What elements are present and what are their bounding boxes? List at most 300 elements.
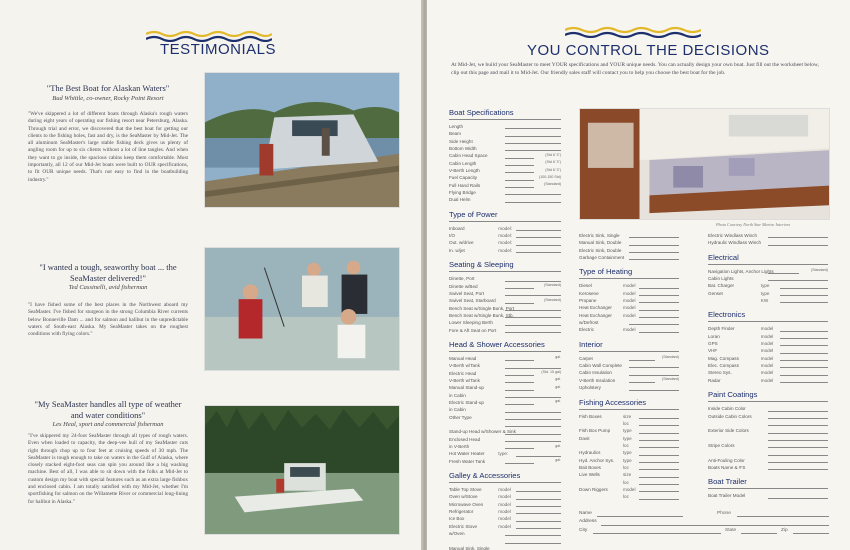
- photo-boat-at-dock: [204, 72, 400, 208]
- fill-line[interactable]: [639, 499, 679, 500]
- fill-line[interactable]: [505, 136, 561, 137]
- worksheet-field[interactable]: [579, 449, 679, 456]
- fill-line[interactable]: [516, 456, 561, 457]
- worksheet-section: [449, 260, 561, 334]
- worksheet-field[interactable]: [449, 283, 561, 290]
- worksheet-field[interactable]: [449, 327, 561, 334]
- fill-line[interactable]: [505, 368, 561, 369]
- field-sublabel: model: [623, 305, 636, 311]
- fill-line[interactable]: [516, 521, 561, 522]
- fill-line[interactable]: [505, 419, 561, 420]
- field-label: Loran: [708, 333, 720, 339]
- worksheet-field[interactable]: [579, 464, 679, 471]
- field-note: gal.: [555, 355, 561, 360]
- fill-line[interactable]: [505, 404, 534, 405]
- fill-line[interactable]: [780, 375, 828, 376]
- field-label: Depth Finder: [708, 326, 735, 332]
- fill-line[interactable]: [505, 194, 561, 195]
- field-label: Ice Box: [449, 516, 465, 522]
- section-heading: Interior: [579, 339, 603, 349]
- worksheet-field[interactable]: [449, 545, 561, 550]
- fill-line[interactable]: [768, 469, 828, 470]
- worksheet-field[interactable]: [708, 275, 828, 282]
- field-label: Flying Bridge: [449, 190, 476, 196]
- testimonial-body: "I have fished some of the best places in the Northwest aboard my SeaMaster. I've fished for sturgeon in the strong Columbia River currents below Bonneville Dam ... and for salmon and halibut in the unpredictable waters of South-east Alaska. My SeaMaster takes on the roughest conditions with flying colors.": [28, 302, 188, 338]
- field-label: [449, 538, 450, 543]
- worksheet-field[interactable]: [579, 369, 679, 376]
- field-label: Stripe Colors: [708, 442, 735, 448]
- field-label: Bench Seat w/Single Bunk, Port: [449, 305, 515, 311]
- worksheet-field[interactable]: [579, 420, 679, 427]
- fill-line[interactable]: [639, 462, 679, 463]
- field-label: [579, 443, 580, 448]
- field-label: Out. w/drive: [449, 240, 474, 246]
- field-label: Stand-up Head w/Shower & Sink: [449, 429, 516, 435]
- worksheet-field[interactable]: [449, 406, 561, 413]
- field-label: Boats Name & #'S: [708, 464, 746, 470]
- worksheet-field[interactable]: [708, 457, 828, 464]
- worksheet-section: [579, 398, 679, 501]
- fill-line[interactable]: [639, 310, 679, 311]
- fill-line[interactable]: [505, 180, 534, 181]
- field-label: Side Height: [449, 138, 473, 144]
- fill-line[interactable]: [768, 447, 828, 448]
- worksheet-field[interactable]: [449, 421, 561, 428]
- field-label: [449, 422, 450, 427]
- field-note: (Std 6' 3"): [545, 160, 561, 165]
- fill-line[interactable]: [768, 418, 828, 419]
- worksheet-field[interactable]: [708, 369, 828, 376]
- field-label: Stereo Sys.: [708, 370, 732, 376]
- name-field[interactable]: Name Phone: [579, 510, 829, 518]
- worksheet-field[interactable]: [449, 414, 561, 421]
- field-label: Heat Exchanger: [579, 312, 612, 318]
- fill-line[interactable]: [505, 397, 561, 398]
- fill-line[interactable]: [780, 295, 828, 296]
- worksheet-field[interactable]: [708, 435, 828, 442]
- fill-line[interactable]: [505, 187, 534, 188]
- fill-line[interactable]: [516, 513, 561, 514]
- worksheet-field[interactable]: [449, 428, 561, 435]
- fill-line[interactable]: [516, 506, 561, 507]
- section-heading: Boat Trailer: [708, 477, 747, 487]
- field-label: V-Berth Insulation: [579, 377, 616, 383]
- fill-line[interactable]: [768, 462, 828, 463]
- field-label: In. w/jet: [449, 247, 465, 253]
- field-sublabel: model: [498, 487, 511, 493]
- worksheet-field[interactable]: [449, 160, 561, 167]
- field-sublabel: model: [623, 486, 636, 492]
- field-label: Genset: [708, 290, 723, 296]
- worksheet-field[interactable]: [449, 436, 561, 443]
- worksheet-field[interactable]: [449, 458, 561, 465]
- fill-line[interactable]: [639, 469, 679, 470]
- fill-line[interactable]: [639, 440, 679, 441]
- worksheet-field[interactable]: [449, 182, 561, 189]
- field-label: w/Defrost: [579, 320, 599, 326]
- section-heading: Head & Shower Accessories: [449, 339, 545, 349]
- worksheet-field[interactable]: [449, 174, 561, 181]
- section-heading: Electronics: [708, 310, 746, 320]
- worksheet-field[interactable]: [449, 290, 561, 297]
- worksheet-field[interactable]: [579, 254, 679, 261]
- worksheet-field[interactable]: [449, 297, 561, 304]
- fill-line[interactable]: [629, 245, 679, 246]
- fill-line[interactable]: [505, 310, 561, 311]
- fill-line[interactable]: [639, 484, 679, 485]
- address-field[interactable]: Address: [579, 518, 829, 526]
- fill-line[interactable]: [639, 447, 679, 448]
- field-label: w/Oven: [449, 531, 465, 537]
- worksheet-field[interactable]: [708, 442, 828, 449]
- worksheet-field[interactable]: [579, 471, 679, 478]
- fill-line[interactable]: [629, 324, 679, 325]
- field-label: Bait Boxes: [579, 464, 601, 470]
- fill-line[interactable]: [505, 143, 561, 144]
- field-label: [708, 298, 709, 303]
- worksheet-field[interactable]: [708, 333, 828, 340]
- worksheet-field[interactable]: [579, 304, 679, 311]
- worksheet-field[interactable]: [449, 530, 561, 537]
- worksheet-field[interactable]: [708, 405, 828, 412]
- worksheet-field[interactable]: [579, 486, 679, 493]
- worksheet-field[interactable]: [449, 450, 561, 457]
- fill-line[interactable]: [639, 433, 679, 434]
- field-label: Electric Stove: [449, 523, 478, 529]
- worksheet-field[interactable]: [579, 355, 679, 362]
- photo-cabin-interior: [579, 108, 830, 220]
- fill-line[interactable]: [780, 367, 828, 368]
- fill-line[interactable]: [505, 382, 534, 383]
- fill-line[interactable]: [505, 295, 561, 296]
- worksheet-field[interactable]: [708, 268, 828, 275]
- fill-line[interactable]: [780, 338, 828, 339]
- field-sublabel: model: [498, 516, 511, 522]
- worksheet-field[interactable]: [449, 239, 561, 246]
- field-label: Electric Sink, Single: [579, 233, 620, 238]
- photo-caption: Photo Courtesy North Star Marine Interiors: [716, 222, 791, 227]
- fill-line[interactable]: [505, 426, 561, 427]
- section-rule: [708, 401, 828, 402]
- fill-line[interactable]: [639, 288, 679, 289]
- field-label: Fuel Capacity: [449, 175, 478, 181]
- worksheet-field[interactable]: [449, 523, 561, 530]
- worksheet-field[interactable]: [579, 435, 679, 442]
- fill-line[interactable]: [516, 230, 561, 231]
- fill-line[interactable]: [505, 390, 534, 391]
- field-sublabel: size: [623, 413, 632, 419]
- worksheet-field[interactable]: [579, 290, 679, 297]
- field-label: GPS: [708, 341, 718, 347]
- worksheet-field[interactable]: [579, 232, 679, 239]
- worksheet-field[interactable]: [579, 312, 679, 319]
- worksheet-field[interactable]: [449, 384, 561, 391]
- worksheet-field[interactable]: [708, 420, 828, 427]
- worksheet-field[interactable]: [708, 413, 828, 420]
- worksheet-field[interactable]: [449, 130, 561, 137]
- field-label: [579, 421, 580, 426]
- field-note: (Std. 15 gal): [541, 370, 561, 375]
- field-sublabel: model: [760, 326, 774, 332]
- fill-line[interactable]: [505, 281, 561, 282]
- fill-line[interactable]: [505, 325, 561, 326]
- worksheet-field[interactable]: [579, 493, 679, 500]
- worksheet-field[interactable]: [708, 355, 828, 362]
- fill-line[interactable]: [768, 237, 828, 238]
- fill-line[interactable]: [629, 360, 655, 361]
- fill-line[interactable]: [516, 528, 561, 529]
- testimonial-quote: [28, 262, 188, 292]
- field-label: Carpet: [579, 355, 593, 361]
- worksheet-field[interactable]: [708, 377, 828, 384]
- worksheet-field[interactable]: [579, 282, 679, 289]
- fill-line[interactable]: [505, 375, 534, 376]
- field-note: gal.: [555, 377, 561, 382]
- fill-line[interactable]: [505, 434, 561, 435]
- field-label: Manual Head: [449, 355, 477, 361]
- field-sublabel: KW: [760, 298, 769, 304]
- section-rule: [449, 482, 561, 483]
- fill-line[interactable]: [505, 172, 534, 173]
- field-label: [708, 436, 709, 441]
- worksheet-field[interactable]: [449, 225, 561, 232]
- worksheet-field[interactable]: [708, 340, 828, 347]
- fill-line[interactable]: [505, 202, 561, 203]
- field-label: Cabin Wall Complete: [579, 363, 622, 369]
- worksheet-field[interactable]: [449, 189, 561, 196]
- field-label: I/O: [449, 233, 456, 239]
- worksheet-field[interactable]: [708, 427, 828, 434]
- field-label: in Cabin: [449, 392, 466, 398]
- field-label: Electric: [579, 327, 595, 333]
- worksheet-field[interactable]: [579, 413, 679, 420]
- worksheet-field[interactable]: [579, 457, 679, 464]
- field-note: (Std 6' 3"): [545, 167, 561, 172]
- worksheet-field[interactable]: [449, 370, 561, 377]
- worksheet-field[interactable]: [579, 362, 679, 369]
- worksheet-field[interactable]: [579, 319, 679, 326]
- fill-line[interactable]: [639, 295, 679, 296]
- testimonial-body: "I've skippered my 24-foot SeaMaster through all types of rough waters. Even when loaded to capacity, the deep-vee hull of my SeaMaster cuts right through chop up to four feet at cruising speeds of 30 mph. The SeaMaster is tough enough to take on waters in the Gulf of Alaska, where closely stacked eight-foot seas can spin you around like a big washing machine. Best of all, I was able to sit down with the folks at Mid-Jet to custom design my boat with special features such as an extra large fishbox and enclosed cabin. I am totally satisfied with my Mid-Jet, whether I'm sportfishing for salmon on the Willamette River or commercial long-lining for halibut in Alaska.": [28, 433, 188, 505]
- fill-line[interactable]: [639, 425, 679, 426]
- fill-line[interactable]: [768, 411, 828, 412]
- field-note: (Standard): [662, 355, 679, 360]
- worksheet-field[interactable]: [449, 275, 561, 282]
- worksheet-field[interactable]: [449, 319, 561, 326]
- worksheet-field[interactable]: [579, 384, 679, 391]
- field-label: Propane: [579, 298, 597, 304]
- worksheet-field[interactable]: [708, 449, 828, 456]
- worksheet-field[interactable]: [449, 537, 561, 544]
- fill-line[interactable]: [629, 237, 679, 238]
- fill-line[interactable]: [768, 280, 828, 281]
- fill-line[interactable]: [780, 288, 828, 289]
- fill-line[interactable]: [639, 302, 679, 303]
- field-label: V-Berth w/Tank: [449, 363, 480, 369]
- fill-line[interactable]: [505, 158, 534, 159]
- section-heading: Seating & Sleeping: [449, 260, 514, 270]
- field-sublabel: model: [760, 333, 774, 339]
- fill-line[interactable]: [505, 317, 561, 318]
- field-label: Inboard: [449, 225, 465, 231]
- field-sublabel: model:: [498, 247, 513, 253]
- fill-line[interactable]: [629, 259, 679, 260]
- worksheet-field[interactable]: [449, 501, 561, 508]
- fill-line[interactable]: [505, 360, 534, 361]
- worksheet-field[interactable]: [449, 138, 561, 145]
- section-rule: [708, 321, 828, 322]
- fill-line[interactable]: [516, 252, 561, 253]
- worksheet-section: [449, 471, 561, 550]
- fill-line[interactable]: [629, 375, 679, 376]
- fill-line[interactable]: [780, 331, 828, 332]
- worksheet-field[interactable]: [449, 508, 561, 515]
- worksheet-field[interactable]: [449, 312, 561, 319]
- worksheet-field[interactable]: [449, 232, 561, 239]
- quote-author: Ted Cassinelli, avid fisherman: [68, 284, 148, 292]
- fill-line[interactable]: [768, 455, 828, 456]
- worksheet-field[interactable]: [449, 196, 561, 203]
- field-sublabel: model:: [498, 240, 513, 246]
- fill-line[interactable]: [629, 367, 679, 368]
- fill-line[interactable]: [505, 543, 561, 544]
- fill-line[interactable]: [639, 477, 679, 478]
- fill-line[interactable]: [505, 288, 534, 289]
- fill-line[interactable]: [629, 390, 679, 391]
- fill-line[interactable]: [505, 128, 561, 129]
- fill-line[interactable]: [516, 499, 561, 500]
- fill-line[interactable]: [629, 252, 679, 253]
- worksheet-field[interactable]: [449, 377, 561, 384]
- field-label: Garbage Containment: [579, 255, 625, 261]
- fill-line[interactable]: [780, 353, 828, 354]
- section-rule: [579, 351, 679, 352]
- worksheet-section: [708, 477, 828, 499]
- worksheet-field[interactable]: [449, 167, 561, 174]
- field-sublabel: type: [623, 450, 632, 456]
- field-sublabel: model: [760, 363, 774, 369]
- fill-line[interactable]: [505, 412, 561, 413]
- worksheet-field[interactable]: [708, 297, 828, 304]
- field-label: Swivel Seat, Port: [449, 290, 484, 296]
- worksheet-field[interactable]: [449, 362, 561, 369]
- worksheet-field[interactable]: [449, 123, 561, 130]
- worksheet-field[interactable]: [579, 479, 679, 486]
- fill-line[interactable]: [629, 382, 655, 383]
- field-label: Kerosene: [579, 290, 599, 296]
- worksheet-field[interactable]: [708, 464, 828, 471]
- worksheet-field[interactable]: [708, 239, 828, 246]
- fill-line[interactable]: [505, 332, 561, 333]
- fill-line[interactable]: [505, 463, 534, 464]
- field-label: Cabin Insulation: [579, 370, 612, 376]
- fill-line[interactable]: [516, 237, 561, 238]
- fill-line[interactable]: [639, 491, 679, 492]
- field-label: Inside Cabin Color: [708, 406, 746, 412]
- field-label: in Cabin: [449, 407, 466, 413]
- fill-line[interactable]: [505, 165, 534, 166]
- fill-line[interactable]: [516, 491, 561, 492]
- fill-line[interactable]: [780, 302, 828, 303]
- worksheet-field[interactable]: [579, 427, 679, 434]
- field-label: Fish Boxes: [579, 413, 602, 419]
- field-label: Cabin Lights: [708, 276, 734, 282]
- fill-line[interactable]: [780, 382, 828, 383]
- worksheet-field[interactable]: [708, 347, 828, 354]
- worksheet-field[interactable]: [708, 290, 828, 297]
- field-sublabel: model: [760, 348, 774, 354]
- fill-line[interactable]: [505, 535, 561, 536]
- fill-line[interactable]: [768, 245, 828, 246]
- worksheet-field[interactable]: [449, 486, 561, 493]
- fill-line[interactable]: [639, 418, 679, 419]
- worksheet-field[interactable]: [708, 492, 828, 499]
- fill-line[interactable]: [639, 317, 679, 318]
- fill-line[interactable]: [768, 440, 828, 441]
- worksheet-field[interactable]: [579, 442, 679, 449]
- fill-line[interactable]: [780, 345, 828, 346]
- worksheet-field[interactable]: [708, 325, 828, 332]
- section-rule: [579, 278, 679, 279]
- field-label: Radar: [708, 377, 721, 383]
- fill-line[interactable]: [639, 332, 679, 333]
- worksheet-field[interactable]: [449, 493, 561, 500]
- fill-line[interactable]: [768, 425, 828, 426]
- worksheet-field[interactable]: [579, 239, 679, 246]
- city-state-zip-field[interactable]: City State Zip: [579, 527, 829, 535]
- fill-line[interactable]: [639, 455, 679, 456]
- fill-line[interactable]: [768, 273, 799, 274]
- fill-line[interactable]: [505, 303, 534, 304]
- testimonial-body: "We've skippered a lot of different boats through Alaska's rough waters during eight years of operating our fishing resort near Petersburg, Alaska. Through trial and error, we discovered that the best boat for getting our clients to the fishing holes, fast and dry, is the SeaMaster by Mid-Jet. The all aluminum SeaMaster's large stable fishing deck gives us plenty of angling room for up to six clients without a lot of line tangles. And when they want to go inside, the spacious cabins keep them comfortable. Most importantly, all 12 of our Mid-Jet boats were built to OUR specifications, to fit OUR unique needs. That's not easy to find in the boatbuilding industry.": [28, 111, 188, 183]
- field-sublabel: model: [760, 341, 774, 347]
- fill-line[interactable]: [780, 360, 828, 361]
- field-sublabel: loc: [623, 494, 629, 500]
- worksheet-field[interactable]: [449, 247, 561, 254]
- worksheet-field[interactable]: [579, 247, 679, 254]
- fill-line[interactable]: [505, 150, 561, 151]
- field-label: Dinette, Port: [449, 276, 475, 282]
- worksheet-field[interactable]: [449, 355, 561, 362]
- worksheet-field[interactable]: [449, 145, 561, 152]
- testimonial-quote: [28, 83, 188, 103]
- worksheet-field[interactable]: [449, 392, 561, 399]
- worksheet-section: [708, 232, 828, 247]
- worksheet-field[interactable]: [579, 326, 679, 333]
- fill-line[interactable]: [505, 441, 561, 442]
- worksheet-field[interactable]: [449, 399, 561, 406]
- fill-line[interactable]: [768, 433, 828, 434]
- worksheet-field[interactable]: [449, 515, 561, 522]
- worksheet-field[interactable]: [449, 152, 561, 159]
- fill-line[interactable]: [505, 448, 534, 449]
- field-label: [579, 480, 580, 485]
- worksheet-field[interactable]: [449, 443, 561, 450]
- worksheet-field[interactable]: [579, 377, 679, 384]
- field-label: Live Wells: [579, 472, 600, 478]
- worksheet-field[interactable]: [579, 297, 679, 304]
- worksheet-field[interactable]: [708, 232, 828, 239]
- worksheet-field[interactable]: [708, 362, 828, 369]
- field-sublabel: model: [623, 312, 636, 318]
- worksheet-field[interactable]: [449, 305, 561, 312]
- fill-line[interactable]: [768, 498, 828, 499]
- worksheet-field[interactable]: [708, 282, 828, 289]
- fill-line[interactable]: [516, 245, 561, 246]
- field-label: [579, 494, 580, 499]
- field-note: (100-150 Std): [539, 174, 561, 179]
- field-sublabel: model: [623, 327, 636, 333]
